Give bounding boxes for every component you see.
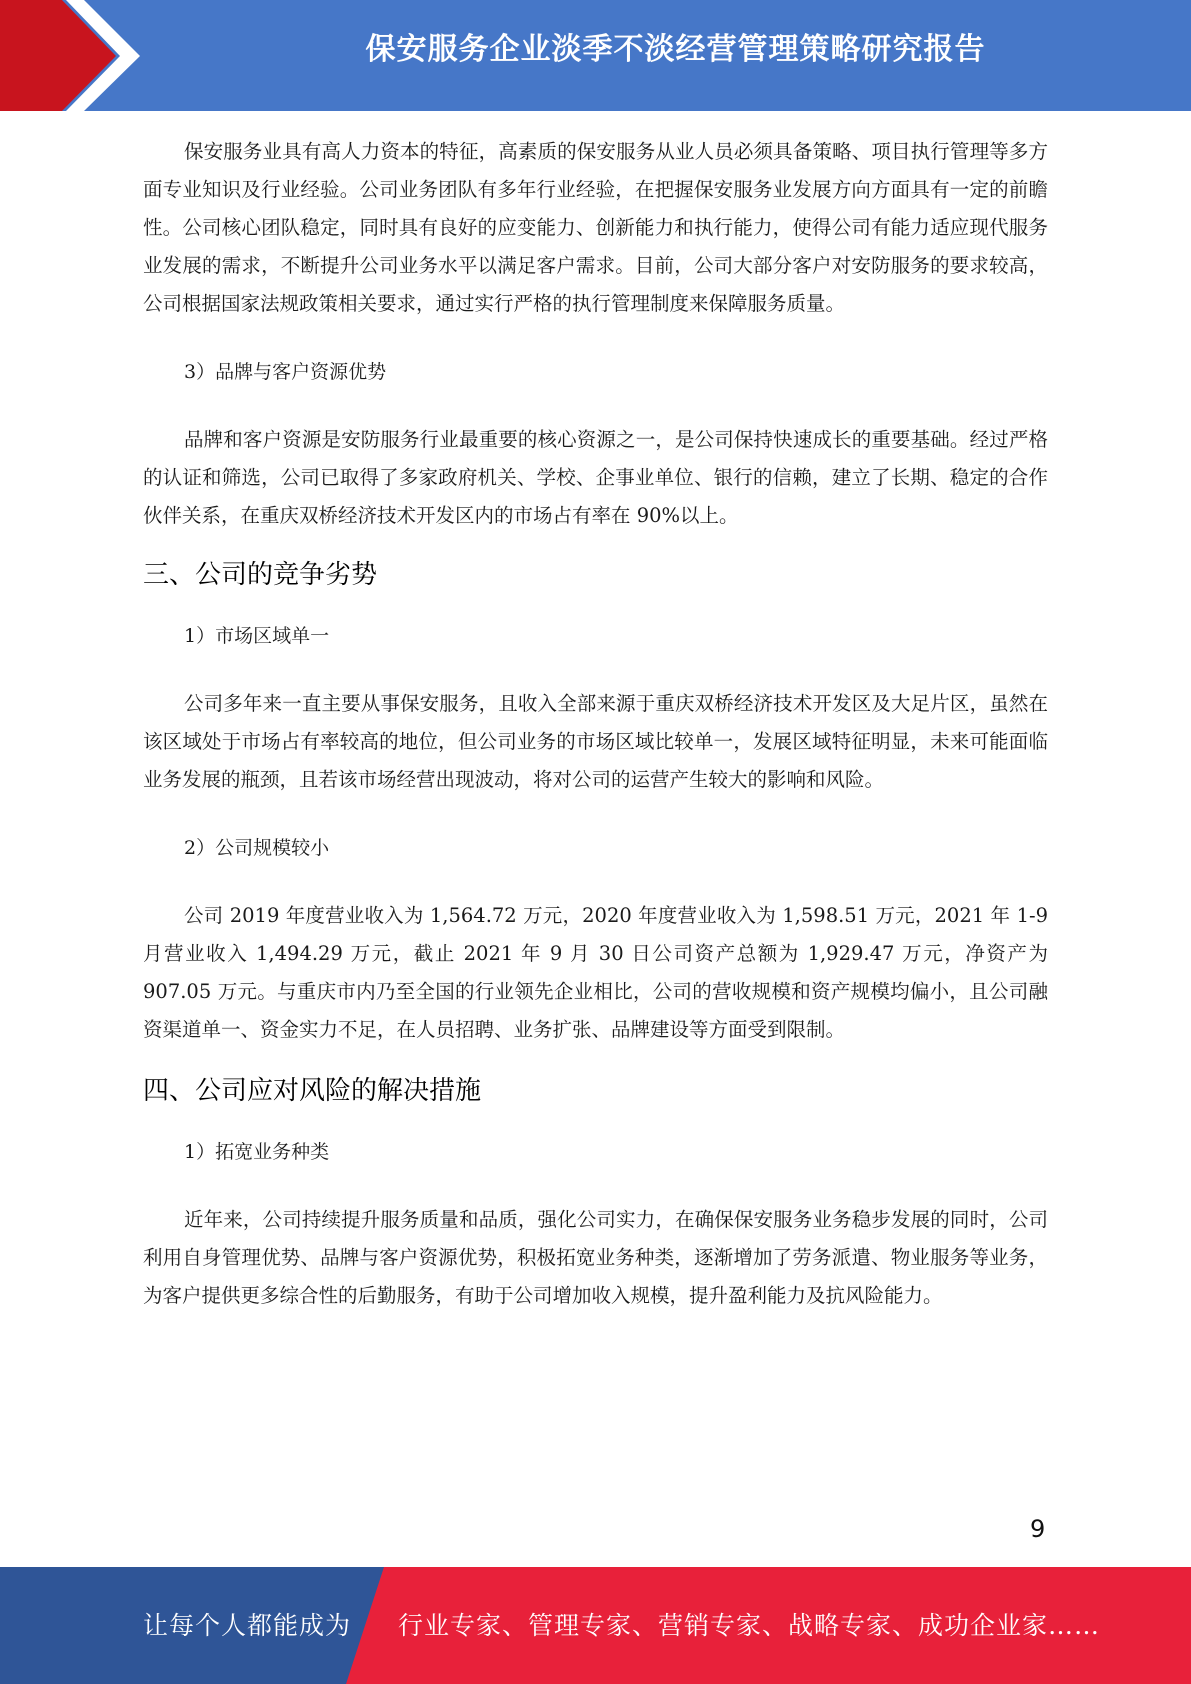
paragraph-expand: 近年来，公司持续提升服务质量和品质，强化公司实力，在确保保安服务业务稳步发展的同时，公司利用自身管理优势、品牌与客户资源优势，积极拓宽业务种类，逐渐增加了劳务派遣、物业服务等业务，为客户提供更多综合性的后勤服务，有助于公司增加收入规模，提升盈利能力及抗风险能力。 xyxy=(143,1208,1048,1307)
page-content xyxy=(143,133,1048,1315)
subheading-brand-advantage: 3）品牌与客户资源优势 xyxy=(184,361,387,383)
header-arrow-shape xyxy=(0,0,160,111)
section-heading-measures: 四、公司应对风险的解决措施 xyxy=(143,1076,482,1106)
paragraph-talent: 保安服务业具有高人力资本的特征，高素质的保安服务从业人员必须具备策略、项目执行管理等多方面专业知识及行业经验。公司业务团队有多年行业经验，在把握保安服务业发展方向方面具有一定的前瞻性。公司核心团队稳定，同时具有良好的应变能力、创新能力和执行能力，使得公司有能力适应现代服务业发展的需求，不断提升公司业务水平以满足客户需求。目前，公司大部分客户对安防服务的要求较高，公司根据国家法规政策相关要求，通过实行严格的执行管理制度来保障服务质量。 xyxy=(143,140,1048,315)
document-title: 保安服务企业淡季不淡经营管理策略研究报告 xyxy=(365,32,986,67)
subheading-expand-business: 1）拓宽业务种类 xyxy=(184,1141,330,1163)
paragraph-scale: 公司 2019 年度营业收入为 1,564.72 万元，2020 年度营业收入为 1,598.51 万元，2021 年 1-9 月营业收入 1,494.29 万元，截止 2021 年 9 月 30 日公司资产总额为 1,929.47 万元，净资产为 907.05 万元。与重庆市内乃至全国的行业领先企业相比，公司的营收规模和资产规模均偏小，且公司融资渠道单一、资金实力不足，在人员招聘、业务扩张、品牌建设等方面受到限制。 xyxy=(143,904,1048,1041)
page-number: 9 xyxy=(1030,1515,1046,1543)
subheading-single-market: 1）市场区域单一 xyxy=(184,625,330,647)
page-footer-banner xyxy=(0,1567,1191,1684)
footer-slogan-right: 行业专家、管理专家、营销专家、战略专家、成功企业家…… xyxy=(398,1611,1101,1640)
section-heading-weaknesses: 三、公司的竞争劣势 xyxy=(143,560,378,590)
paragraph-brand: 品牌和客户资源是安防服务行业最重要的核心资源之一，是公司保持快速成长的重要基础。经过严格的认证和筛选，公司已取得了多家政府机关、学校、企事业单位、银行的信赖，建立了长期、稳定的合作伙伴关系，在重庆双桥经济技术开发区内的市场占有率在 90%以上。 xyxy=(143,428,1048,527)
paragraph-market: 公司多年来一直主要从事保安服务，且收入全部来源于重庆双桥经济技术开发区及大足片区，虽然在该区域处于市场占有率较高的地位，但公司业务的市场区域比较单一，发展区域特征明显，未来可能面临业务发展的瓶颈，且若该市场经营出现波动，将对公司的运营产生较大的影响和风险。 xyxy=(143,692,1048,791)
page-header-banner xyxy=(0,0,1191,111)
subheading-small-scale: 2）公司规模较小 xyxy=(184,837,330,859)
footer-slogan-left: 让每个人都能成为 xyxy=(143,1611,352,1640)
